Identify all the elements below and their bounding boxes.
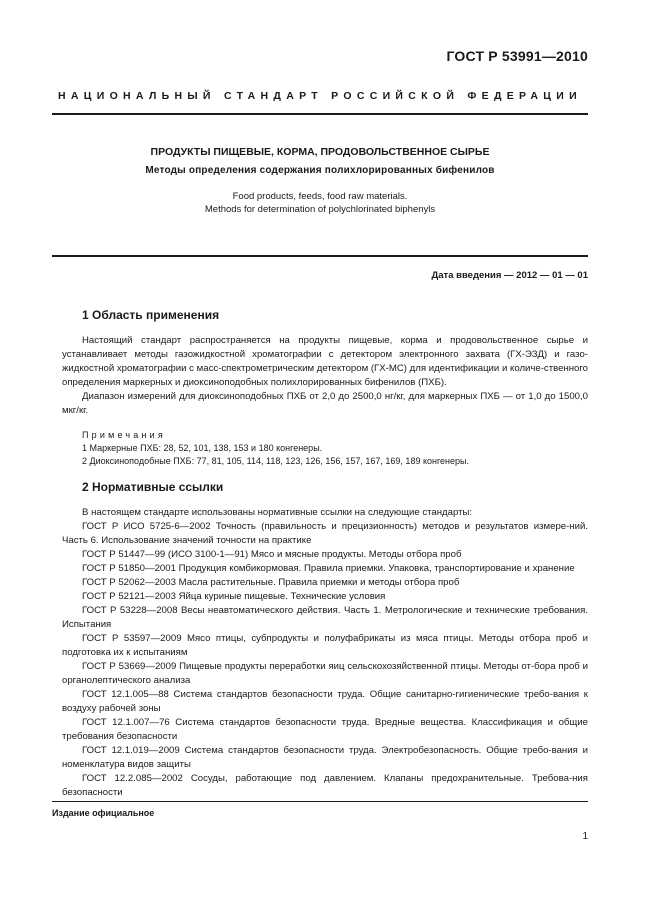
section-1-heading: 1 Область применения: [82, 308, 220, 322]
page-number: 1: [582, 831, 588, 842]
standard-number: ГОСТ Р 53991—2010: [446, 48, 588, 64]
normative-reference: ГОСТ Р 52121—2003 Яйца куриные пищевые. Технические условия: [82, 591, 386, 602]
normative-reference: ГОСТ Р 53228—2008 Весы неавтоматического действия. Часть 1. Метрологические и технические требования. Испытания: [62, 605, 588, 630]
normative-reference: ГОСТ Р 53669—2009 Пищевые продукты переработки яиц сельскохозяйственной птицы. Методы от-бора проб и органолептического анализа: [62, 661, 588, 686]
notes-label: Примечания: [82, 430, 166, 440]
english-title-line-1: Food products, feeds, food raw materials.: [232, 191, 408, 202]
normative-reference: ГОСТ 12.1.019—2009 Система стандартов безопасности труда. Электробезопасность. Общие требо-вания и номенклатура видов защиты: [62, 745, 588, 770]
note-item: 2 Диоксиноподобные ПХБ: 77, 81, 105, 114, 118, 123, 126, 156, 157, 167, 169, 189 конгенеры.: [82, 456, 470, 466]
national-standard-title: НАЦИОНАЛЬНЫЙ СТАНДАРТ РОССИЙСКОЙ ФЕДЕРАЦИИ: [58, 90, 582, 102]
normative-reference: ГОСТ 12.1.007—76 Система стандартов безопасности труда. Вредные вещества. Классификация и общие требования безопасности: [62, 717, 588, 742]
section-1-paragraph: Настоящий стандарт распространяется на продукты пищевые, корма и продовольственное сырье и устанавливает методы газожидкостной хроматографии с детектором электронного захвата (ГХ-ЭЗД) и газо-жидкостной хроматографии с масс-спектрометрическим детектором (ГХ-МС) для идентификации и количе-ственного определения маркерных и диоксиноподобных полихлорированных бифенилов (ПХБ).: [62, 335, 588, 388]
section-2-paragraph: В настоящем стандарте использованы нормативные ссылки на следующие стандарты:: [82, 507, 473, 518]
top-divider: [52, 113, 588, 115]
english-title-line-2: Methods for determination of polychlorinated biphenyls: [204, 204, 436, 215]
normative-reference: ГОСТ Р 51850—2001 Продукция комбикормовая. Правила приемки. Упаковка, транспортирование и хранение: [82, 563, 575, 574]
note-item: 1 Маркерные ПХБ: 28, 52, 101, 138, 153 и 180 конгенеры.: [82, 443, 323, 453]
section-2-heading: 2 Нормативные ссылки: [82, 480, 224, 494]
normative-reference: ГОСТ 12.1.005—88 Система стандартов безопасности труда. Общие санитарно-гигиенические требо-вания к воздуху рабочей зоны: [62, 689, 588, 714]
title-divider: [52, 255, 588, 257]
document-title-block: [52, 146, 588, 216]
document-subtitle: Методы определения содержания полихлорированных бифенилов: [145, 165, 495, 176]
document-body: [62, 308, 588, 800]
footer-divider: [52, 801, 588, 802]
section-1-paragraph: Диапазон измерений для диоксиноподобных ПХБ от 2,0 до 2500,0 нг/кг, для маркерных ПХБ — от 1,0 до 1500,0 мкг/кг.: [62, 391, 588, 416]
normative-reference: ГОСТ 12.2.085—2002 Сосуды, работающие под давлением. Клапаны предохранительные. Требова-ния безопасности: [62, 773, 588, 798]
document-title: ПРОДУКТЫ ПИЩЕВЫЕ, КОРМА, ПРОДОВОЛЬСТВЕННОЕ СЫРЬЕ: [150, 146, 490, 158]
normative-reference: ГОСТ Р 53597—2009 Мясо птицы, субпродукты и полуфабрикаты из мяса птицы. Методы отбора проб и подготовка их к испытаниям: [62, 633, 588, 658]
official-edition-label: Издание официальное: [52, 808, 155, 818]
normative-reference: ГОСТ Р ИСО 5725-6—2002 Точность (правильность и прецизионность) методов и результатов измере-ний. Часть 6. Использование значений точности на практике: [62, 521, 588, 546]
normative-reference: ГОСТ Р 51447—99 (ИСО 3100-1—91) Мясо и мясные продукты. Методы отбора проб: [82, 549, 462, 560]
introduction-date: Дата введения — 2012 — 01 — 01: [431, 270, 588, 281]
normative-reference: ГОСТ Р 52062—2003 Масла растительные. Правила приемки и методы отбора проб: [82, 577, 460, 588]
english-title: [52, 190, 588, 216]
